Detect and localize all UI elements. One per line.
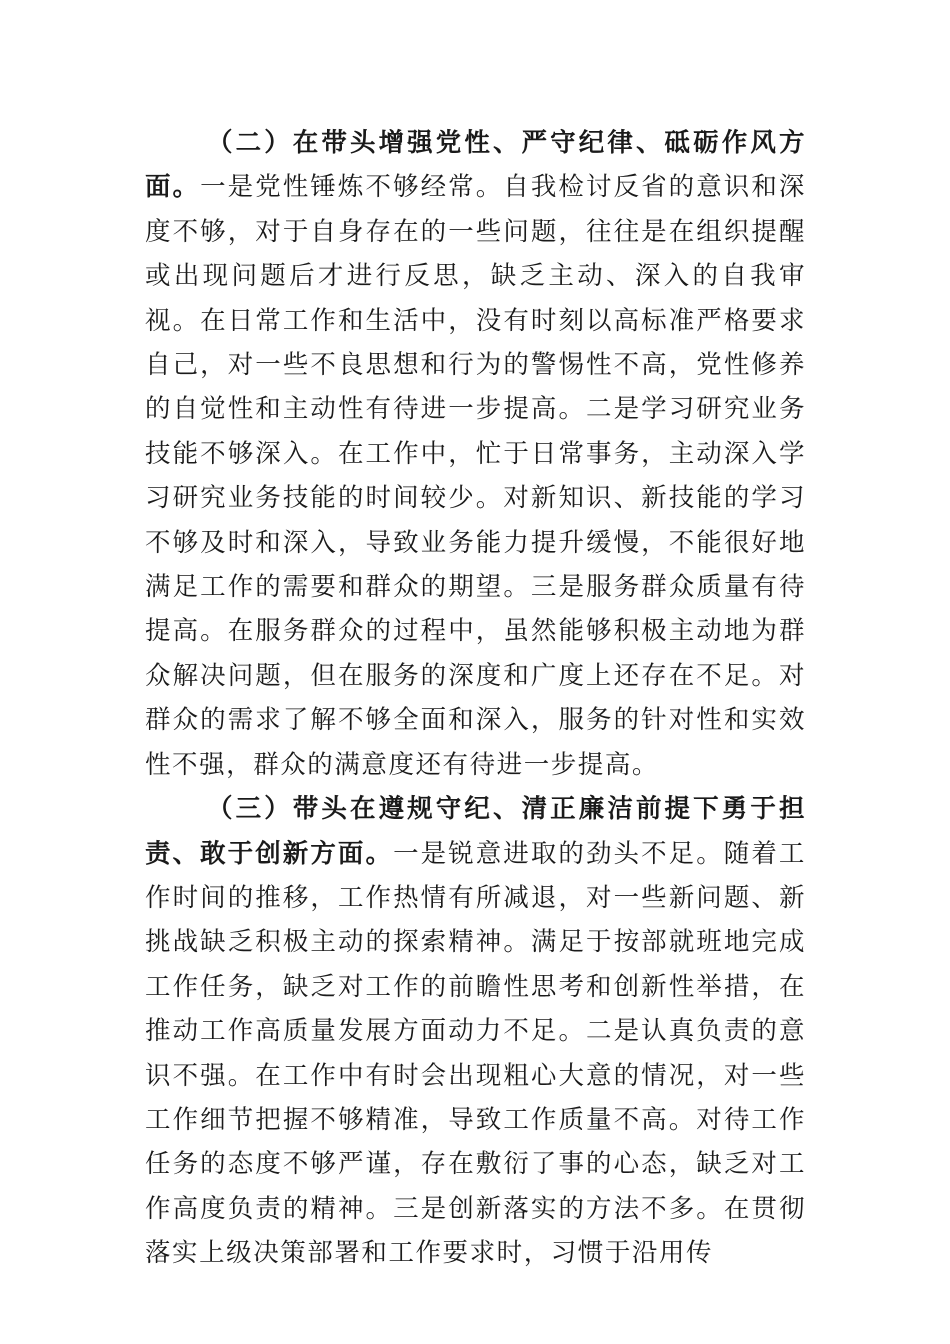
section-heading: （二）在带头增强党性、严守纪律、砥砺作风方面。 [145, 128, 806, 203]
document-page [145, 121, 806, 1276]
paragraph-section-3 [145, 787, 806, 1275]
paragraph-body: 一是党性锤炼不够经常。自我检讨反省的意识和深度不够，对于自身存在的一些问题，往往是在组织提醒或出现问题后才进行反思，缺乏主动、深入的自我审视。在日常工作和生活中，没有时刻以高标准严格要求自己，对一些不良思想和行为的警惕性不高，党性修养的自觉性和主动性有待进一步提高。二是学习研究业务技能不够深入。在工作中，忙于日常事务，主动深入学习研究业务技能的时间较少。对新知识、新技能的学习不够及时和深入，导致业务能力提升缓慢，不能很好地满足工作的需要和群众的期望。三是服务群众质量有待提高。在服务群众的过程中，虽然能够积极主动地为群众解决问题，但在服务的深度和广度上还存在不足。对群众的需求了解不够全面和深入，服务的针对性和实效性不强，群众的满意度还有待进一步提高。 [145, 172, 806, 780]
paragraph-section-2 [145, 121, 806, 787]
section-heading: （三）带头在遵规守纪、清正廉洁前提下勇于担责、敢于创新方面。 [145, 794, 806, 869]
paragraph-body: 一是锐意进取的劲头不足。随着工作时间的推移，工作热情有所减退，对一些新问题、新挑战缺乏积极主动的探索精神。满足于按部就班地完成工作任务，缺乏对工作的前瞻性思考和创新性举措，在推动工作高质量发展方面动力不足。二是认真负责的意识不强。在工作中有时会出现粗心大意的情况，对一些工作细节把握不够精准，导致工作质量不高。对待工作任务的态度不够严谨，存在敷衍了事的心态，缺乏对工作高度负责的精神。三是创新落实的方法不多。在贯彻落实上级决策部署和工作要求时，习惯于沿用传 [145, 838, 806, 1269]
